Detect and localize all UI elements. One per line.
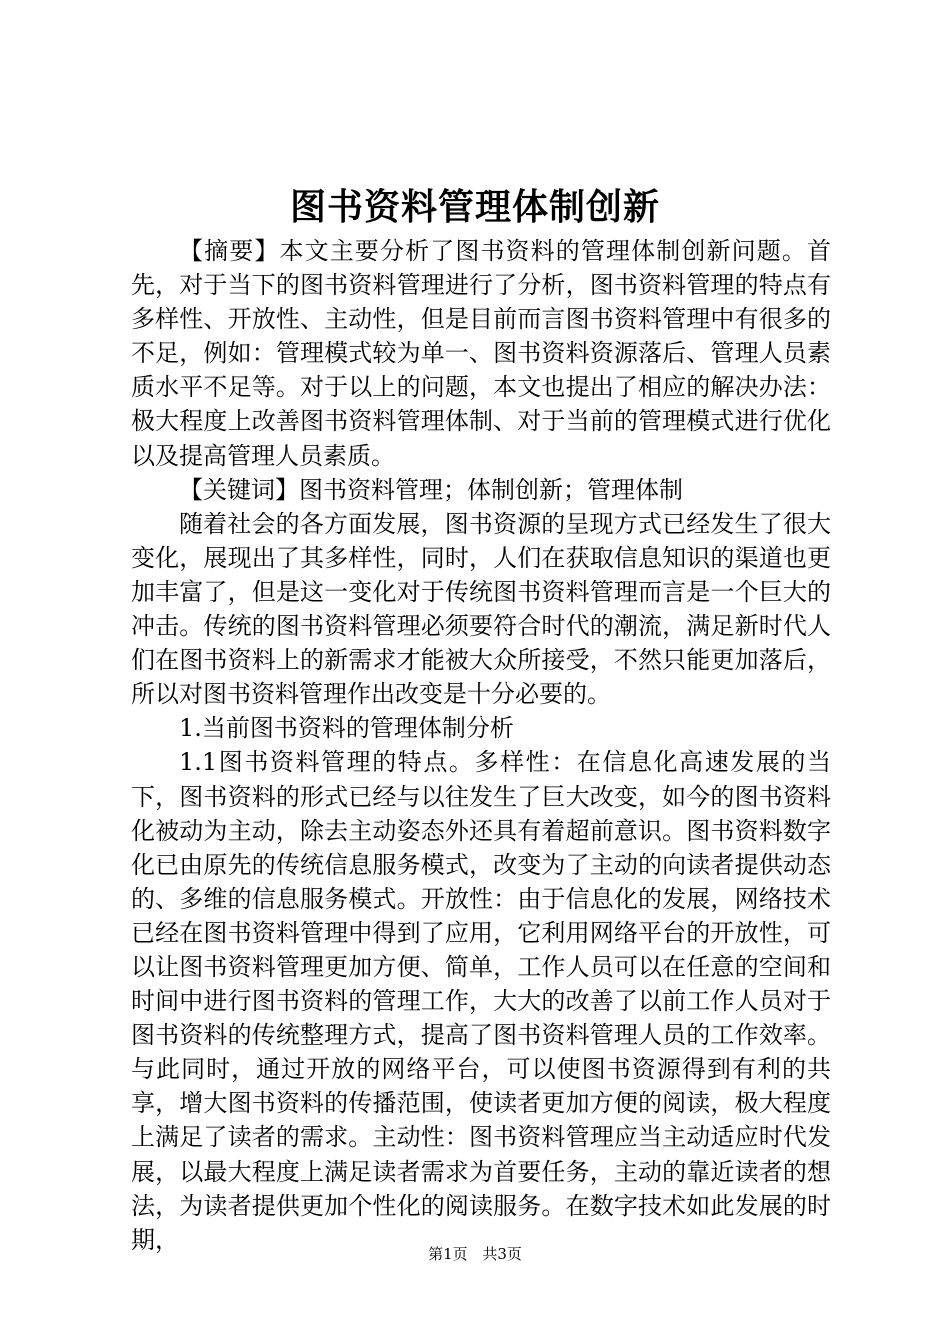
keywords-paragraph: 【关键词】图书资料管理；体制创新；管理体制 xyxy=(179,475,683,504)
section-heading: 1.当前图书资料的管理体制分析 xyxy=(179,714,514,743)
abstract-paragraph: 【摘要】本文主要分析了图书资料的管理体制创新问题。首先，对于当下的图书资料管理进行了分析，图书资料管理的特点有多样性、开放性、主动性，但是目前而言图书资料管理中有很多的不足，例如：管理模式较为单一、图书资料资源落后、管理人员素质水平不足等。对于以上的问题，本文也提出了相应的解决办法：极大程度上改善图书资料管理体制、对于当前的管理模式进行优化以及提高管理人员素质。 xyxy=(131,237,831,470)
page-footer xyxy=(0,1243,950,1265)
intro-paragraph: 随着社会的各方面发展，图书资源的呈现方式已经发生了很大变化，展现出了其多样性，同时，人们在获取信息知识的渠道也更加丰富了，但是这一变化对于传统图书资料管理而言是一个巨大的冲击。传统的图书资料管理必须要符合时代的潮流，满足新时代人们在图书资料上的新需求才能被大众所接受，不然只能更加落后，所以对图书资料管理作出改变是十分必要的。 xyxy=(131,509,831,709)
page-number: 第1页 xyxy=(428,1245,468,1263)
section-paragraph: 1.1图书资料管理的特点。多样性：在信息化高速发展的当下，图书资料的形式已经与以往发生了巨大改变，如今的图书资料化被动为主动，除去主动姿态外还具有着超前意识。图书资料数字化已由原先的传统信息服务模式，改变为了主动的向读者提供动态的、多维的信息服务模式。开放性：由于信息化的发展，网络技术已经在图书资料管理中得到了应用，它利用网络平台的开放性，可以让图书资料管理更加方便、简单，工作人员可以在任意的空间和时间中进行图书资料的管理工作，大大的改善了以前工作人员对于图书资料的传统整理方式，提高了图书资料管理人员的工作效率。与此同时，通过开放的网络平台，可以使图书资源得到有利的共享，增大图书资料的传播范围，使读者更加方便的阅读，极大程度上满足了读者的需求。主动性：图书资料管理应当主动适应时代发展，以最大程度上满足读者需求为首要任务，主动的靠近读者的想法，为读者提供更加个性化的阅读服务。在数字技术如此发展的时期， xyxy=(131,748,831,1254)
document-title: 图书资料管理体制创新 xyxy=(289,187,660,228)
document-body xyxy=(131,234,831,1257)
page-total: 共3页 xyxy=(482,1245,522,1263)
